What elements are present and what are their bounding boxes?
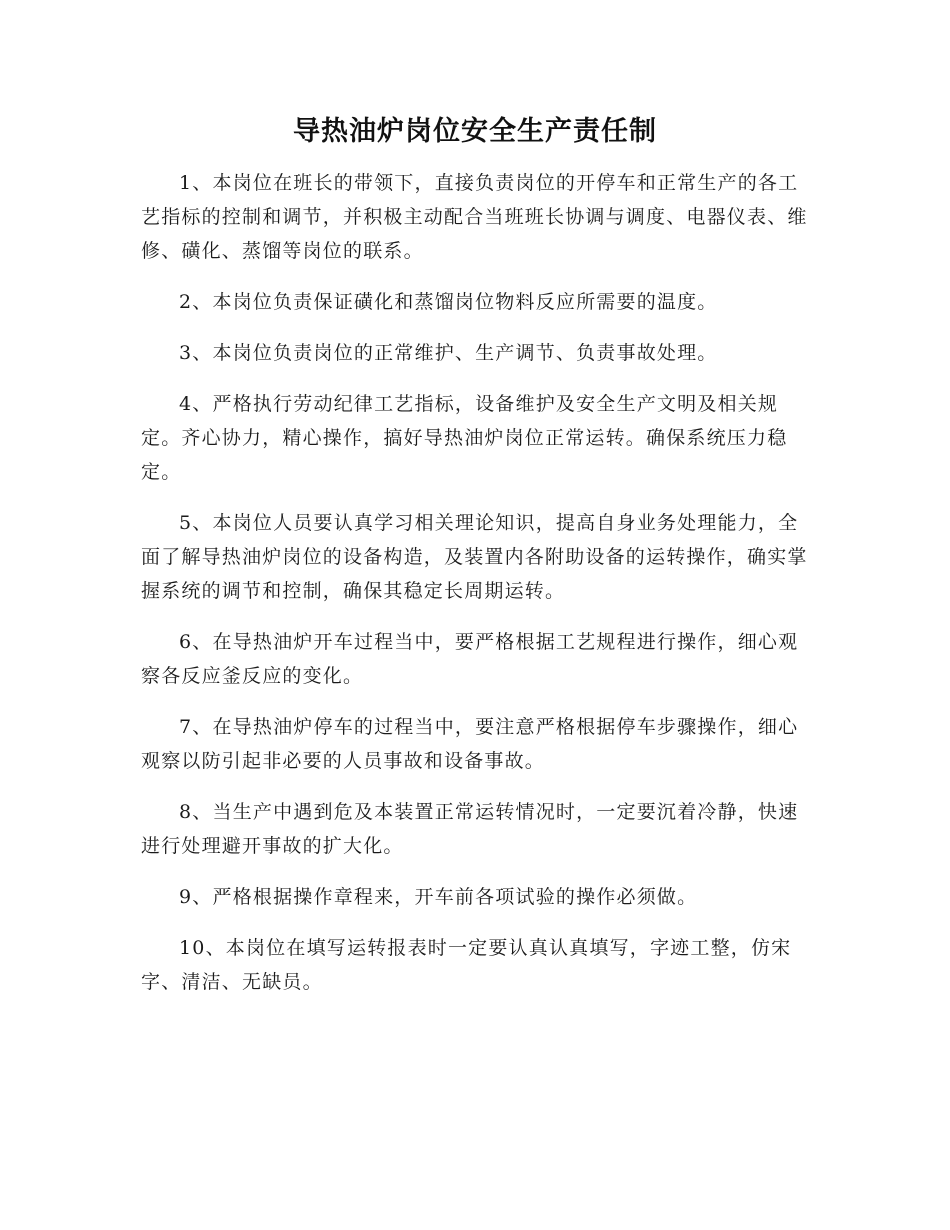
paragraph-3: 3、本岗位负责岗位的正常维护、生产调节、负责事故处理。 xyxy=(179,342,718,364)
paragraph-1: 1、本岗位在班长的带领下，直接负责岗位的开停车和正常生产的各工艺指标的控制和调节，并积极主动配合当班班长协调与调度、电器仪表、维修、磺化、蒸馏等岗位的联系。 xyxy=(141,172,808,262)
document-body xyxy=(141,166,809,1016)
paragraph-7: 7、在导热油炉停车的过程当中，要注意严格根据停车步骤操作，细心观察以防引起非必要的人员事故和设备事故。 xyxy=(141,716,799,772)
paragraph-8: 8、当生产中遇到危及本装置正常运转情况时，一定要沉着冷静，快速进行处理避开事故的扩大化。 xyxy=(141,801,799,857)
paragraph-6: 6、在导热油炉开车过程当中，要严格根据工艺规程进行操作，细心观察各反应釜反应的变化。 xyxy=(141,631,799,687)
paragraph-4: 4、严格执行劳动纪律工艺指标，设备维护及安全生产文明及相关规定。齐心协力，精心操作，搞好导热油炉岗位正常运转。确保系统压力稳定。 xyxy=(141,393,788,483)
paragraph-10: 10、本岗位在填写运转报表时一定要认真认真填写，字迹工整，仿宋字、清洁、无缺员。 xyxy=(141,937,792,993)
paragraph-9: 9、严格根据操作章程来，开车前各项试验的操作必须做。 xyxy=(179,886,698,908)
paragraph-2: 2、本岗位负责保证磺化和蒸馏岗位物料反应所需要的温度。 xyxy=(179,291,718,313)
paragraph-5: 5、本岗位人员要认真学习相关理论知识，提高自身业务处理能力，全面了解导热油炉岗位的设备构造，及装置内各附助设备的运转操作，确实掌握系统的调节和控制，确保其稳定长周期运转。 xyxy=(141,512,808,602)
document-title: 导热油炉岗位安全生产责任制 xyxy=(293,116,657,147)
